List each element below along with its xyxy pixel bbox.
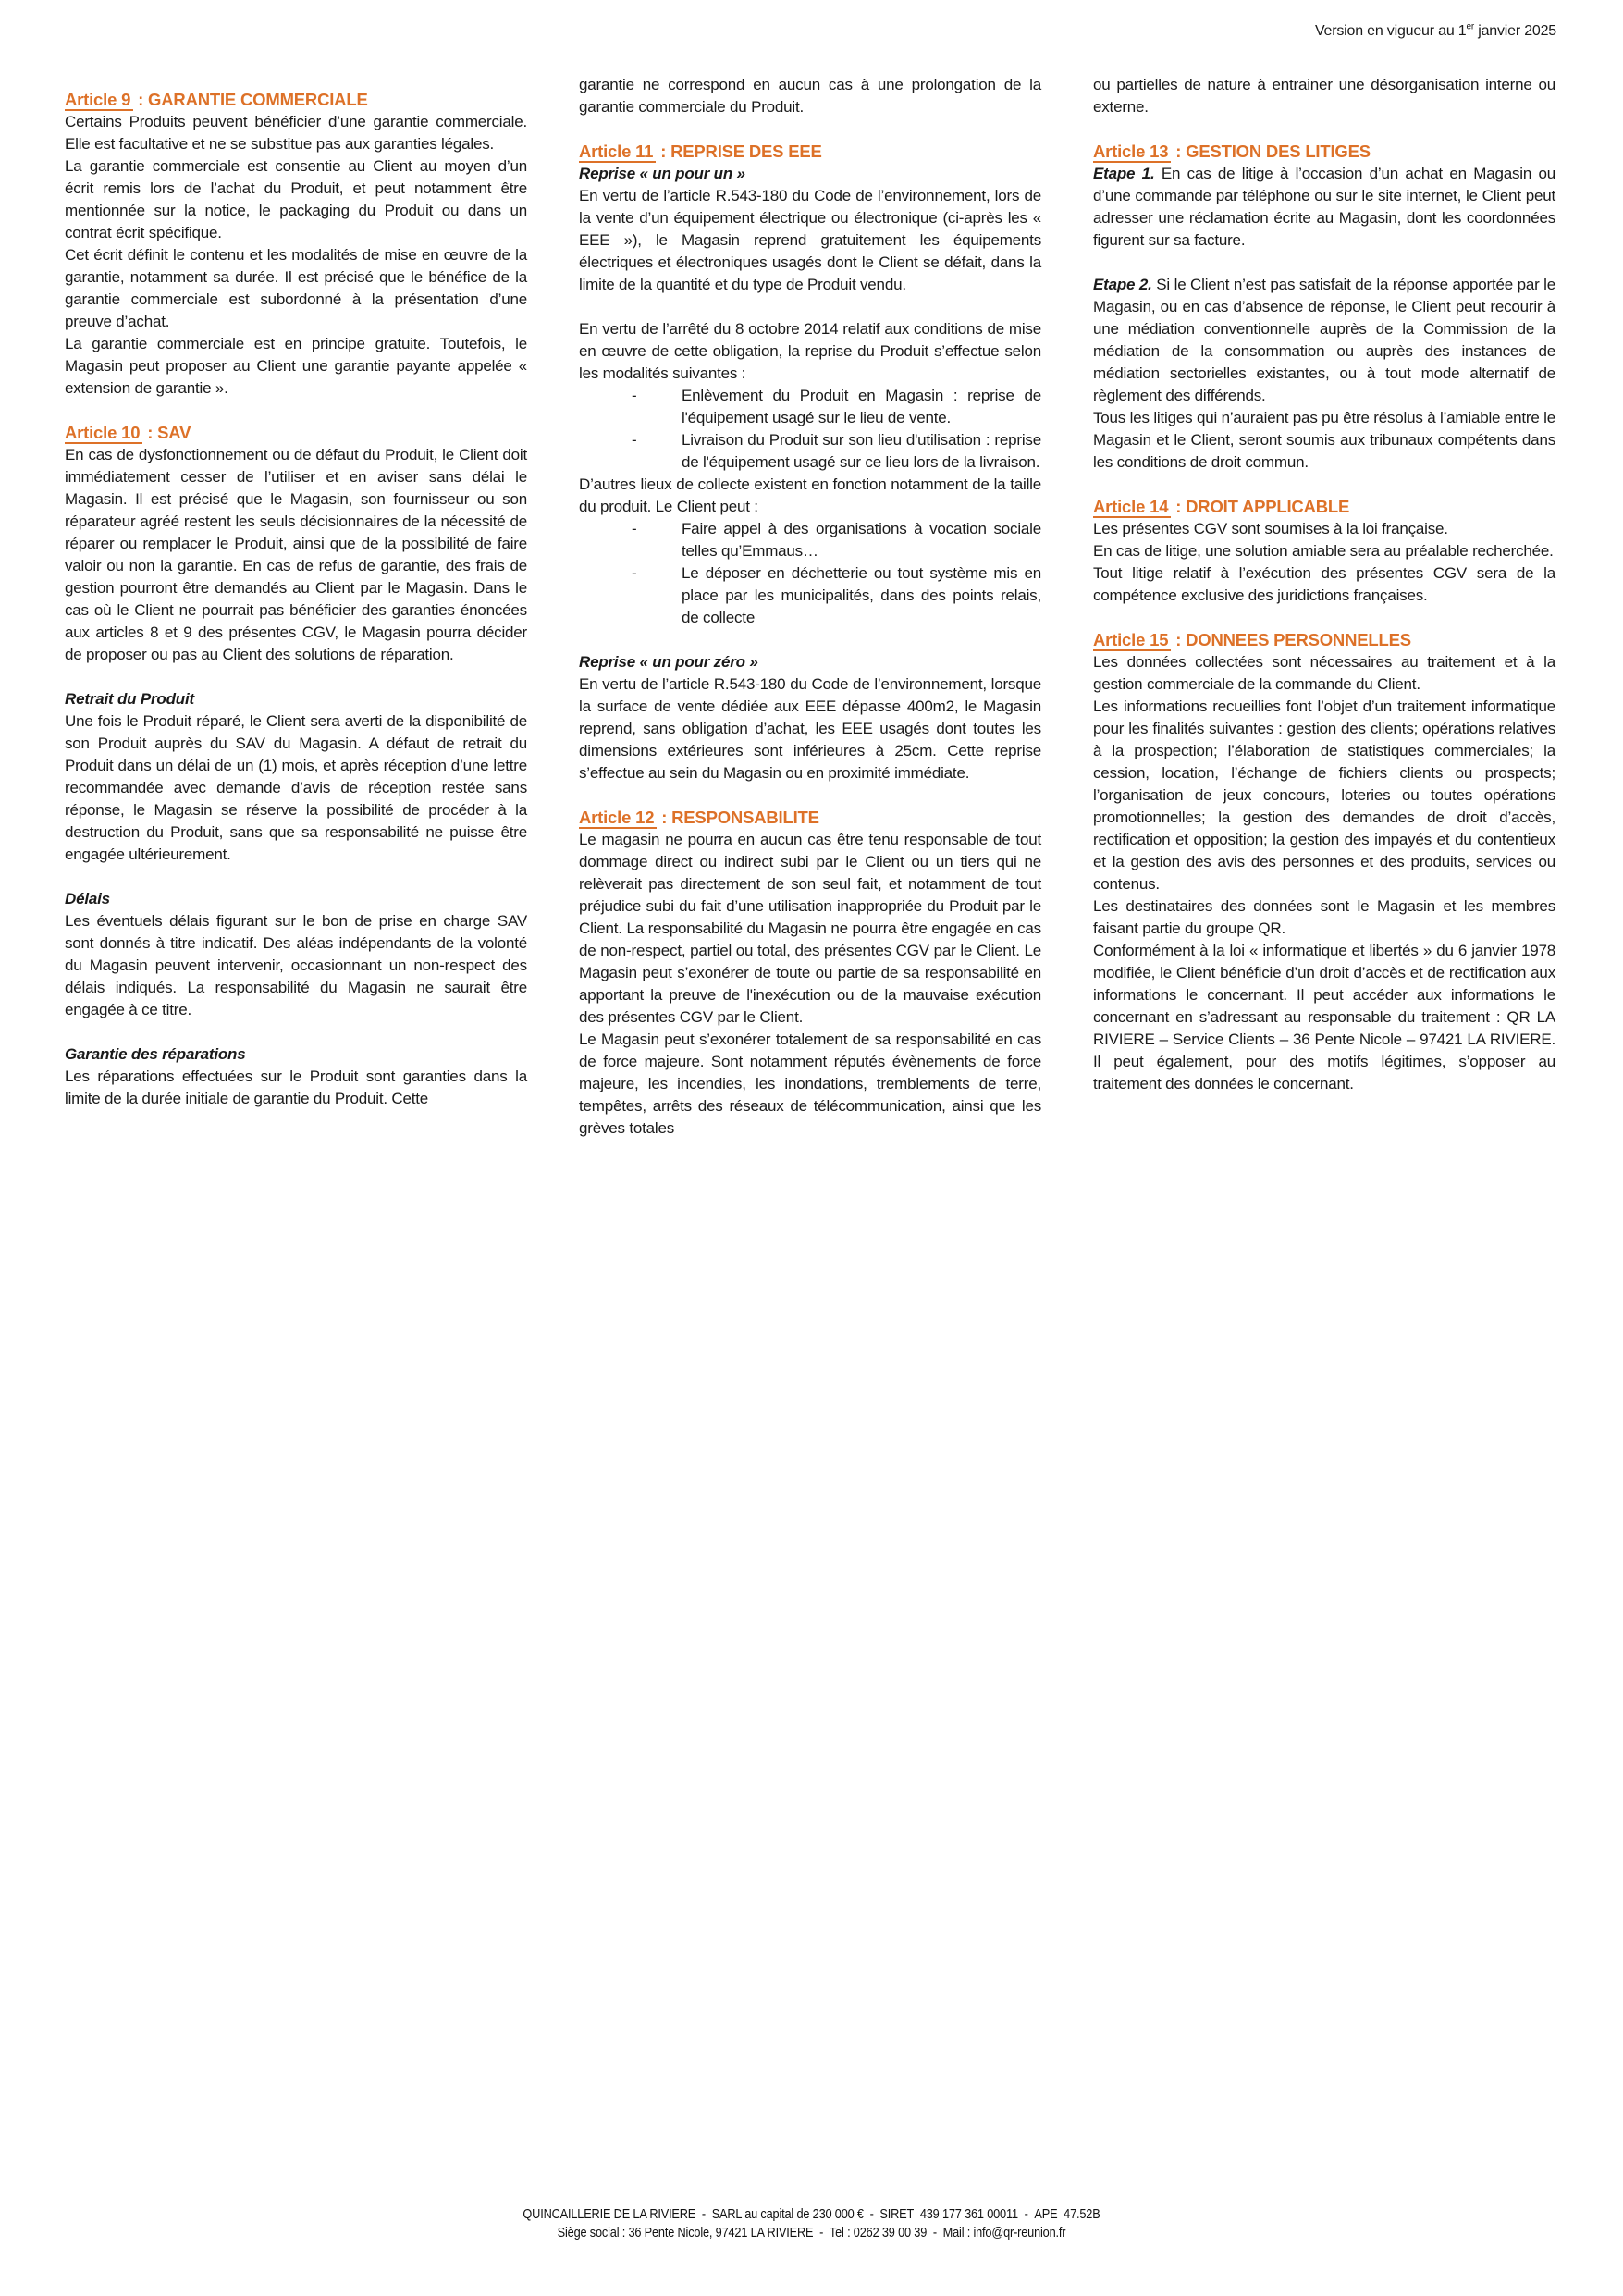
spacer [1093, 118, 1555, 141]
paragraph: Cet écrit définit le contenu et les modalités de mise en œuvre de la garantie, notamment sa durée. Il est précisé que le bénéfice de la garantie commerciale est subordonné à la présentation d’une preuve d’achat. [65, 246, 527, 330]
spacer [65, 400, 527, 422]
column-3 [1093, 74, 1555, 1095]
paragraph-lead: Etape 2. [1093, 276, 1152, 293]
paragraph: Conformément à la loi « informatique et libertés » du 6 janvier 1978 modifiée, le Client bénéficie d’un droit d’accès et de rectification aux informations le concernant. Il peut accéder aux informations le concernant en s’adressant au responsable du traitement : QR LA RIVIERE – Service Clients – 36 Pente Nicole – 97421 LA RIVIERE. Il peut également, pour des motifs légitimes, s’opposer au traitement des données le concernant. [1093, 942, 1555, 1092]
bullet-text: Enlèvement du Produit en Magasin : reprise de l'équipement usagé sur le lieu de vente. [682, 387, 1041, 426]
paragraph: En vertu de l’article R.543-180 du Code de l’environnement, lors de la vente d’un équipement électrique ou électronique (ci-après les « EEE »), le Magasin reprend gratuitement les équipements électriques et électroniques usagés dont le Client se défait, dans la limite de la quantité et du type de Produit vendu. [579, 187, 1041, 293]
text-columns [65, 74, 1555, 1140]
article-title: : GESTION DES LITIGES [1171, 142, 1371, 161]
article-heading [1093, 141, 1555, 163]
bullet-text: Le déposer en déchetterie ou tout système mis en place par les municipalités, dans des points relais, de collecte [682, 564, 1041, 626]
dash-bullet: - [632, 431, 637, 449]
article-number: Article 14 [1093, 497, 1171, 518]
spacer [65, 1021, 527, 1043]
article-number: Article 15 [1093, 630, 1171, 651]
version-header [1315, 22, 1556, 41]
spacer [1093, 607, 1555, 629]
footer-address-line: Siège social : 36 Pente Nicole, 97421 LA RIVIERE - Tel : 0262 39 00 39 - Mail : info@qr-reunion.fr [557, 2226, 1066, 2240]
paragraph: Etape 1. En cas de litige à l’occasion d’un achat en Magasin ou d’une commande par téléphone ou sur le site internet, le Client peut adresser une réclamation écrite au Magasin, dont les coordonnées figurent sur sa facture. [1093, 165, 1555, 249]
bullet-list [579, 518, 1041, 629]
bullet-text: Faire appel à des organisations à vocation sociale telles qu’Emmaus… [682, 520, 1041, 560]
column-1 [65, 74, 527, 1110]
spacer [1093, 252, 1555, 274]
dash-bullet: - [632, 387, 637, 404]
article-heading [579, 141, 1041, 163]
section-subheading: Délais [65, 890, 110, 907]
spacer [579, 296, 1041, 318]
article-title: : DONNEES PERSONNELLES [1171, 630, 1411, 649]
article-number: Article 13 [1093, 142, 1171, 163]
article-number: Article 9 [65, 90, 133, 111]
article-title: : RESPONSABILITE [657, 808, 819, 827]
paragraph: D’autres lieux de collecte existent en fonction notamment de la taille du produit. Le Client peut : [579, 475, 1041, 515]
paragraph-lead: Etape 1. [1093, 165, 1155, 182]
bullet-text: Livraison du Produit sur son lieu d'utilisation : reprise de l'équipement usagé sur ce lieu lors de la livraison. [682, 431, 1041, 471]
article-heading [65, 89, 527, 111]
article-title: : GARANTIE COMMERCIALE [133, 90, 368, 109]
paragraph: Etape 2. Si le Client n’est pas satisfait de la réponse apportée par le Magasin, ou en cas d’absence de réponse, le Client peut recourir à une médiation conventionnelle auprès de la Commission de la médiation de la consommation ou auprès des instances de médiation sectorielles existantes, ou à tout mode alternatif de règlement des différends. [1093, 276, 1555, 404]
article-number: Article 10 [65, 423, 142, 444]
spacer [579, 629, 1041, 651]
paragraph: Les présentes CGV sont soumises à la loi française. [1093, 520, 1448, 537]
paragraph: Les informations recueillies font l’objet d’un traitement informatique pour les finalités suivantes : gestion des clients; opérations relatives à la prospection; l’élaboration de statistiques commerciales; la cession, location, l’échange de fichiers clients ou prospects; l’organisation de jeux concours, loteries ou toutes opérations promotionnelles; la gestion des demandes de droit d’accès, rectification et opposition; la gestion des impayés et du contentieux et la gestion des avis des personnes et des produits, services ou contenus. [1093, 697, 1555, 893]
footer-company-line: QUINCAILLERIE DE LA RIVIERE - SARL au capital de 230 000 € - SIRET 439 177 361 00011 - APE 47.52B [523, 2207, 1100, 2222]
article-heading [579, 807, 1041, 829]
section-subheading: Garantie des réparations [65, 1045, 246, 1063]
bullet-item [579, 385, 1041, 429]
dash-bullet: - [632, 564, 637, 582]
spacer [579, 118, 1041, 141]
paragraph: Tout litige relatif à l’exécution des présentes CGV sera de la compétence exclusive des juridictions françaises. [1093, 564, 1555, 604]
section-subheading: Reprise « un pour zéro » [579, 653, 758, 671]
paragraph: Une fois le Produit réparé, le Client sera averti de la disponibilité de son Produit auprès du SAV du Magasin. A défaut de retrait du Produit dans un délai de un (1) mois, et après réception d’une lettre recommandée avec demande d’avis de réception restée sans réponse, le Magasin se réserve la possibilité de procéder à la destruction du Produit, sans que sa responsabilité ne puisse être engagée ultérieurement. [65, 712, 527, 863]
article-heading [1093, 629, 1555, 651]
paragraph: ou partielles de nature à entrainer une désorganisation interne ou externe. [1093, 76, 1555, 116]
spacer [65, 74, 527, 89]
article-title: : REPRISE DES EEE [656, 142, 822, 161]
paragraph: En vertu de l’article R.543-180 du Code de l’environnement, lorsque la surface de vente dédiée aux EEE dépasse 400m2, le Magasin reprend, sans obligation d’achat, les EEE usagés dont toutes les dimensions extérieures sont inférieures à 25cm. Cette reprise s’effectue au sein du Magasin ou en proximité immédiate. [579, 675, 1041, 782]
version-superscript: er [1466, 21, 1474, 32]
paragraph: En vertu de l’arrêté du 8 octobre 2014 relatif aux conditions de mise en œuvre de cette obligation, la reprise du Produit s’effectue selon les modalités suivantes : [579, 320, 1041, 382]
paragraph: Les éventuels délais figurant sur le bon de prise en charge SAV sont donnés à titre indicatif. Des aléas indépendants de la volonté du Magasin peuvent intervenir, occasionnant un non-respect des délais indiqués. La responsabilité du Magasin ne saurait être engagée à ce titre. [65, 912, 527, 1018]
section-subheading: Reprise « un pour un » [579, 165, 745, 182]
bullet-item [579, 518, 1041, 562]
paragraph: Les réparations effectuées sur le Produit sont garanties dans la limite de la durée initiale de garantie du Produit. Cette [65, 1068, 527, 1107]
version-text-suffix: janvier 2025 [1473, 23, 1556, 39]
spacer [1093, 474, 1555, 496]
paragraph: Le magasin ne pourra en aucun cas être tenu responsable de tout dommage direct ou indirect subi par le Client ou un tiers qui ne relèverait pas directement de son seul fait, et notamment de tout préjudice subi du fait d’une utilisation inappropriée du Produit par le Client. La responsabilité du Magasin ne pourra être engagée en cas de non-respect, partiel ou total, des présentes CGV par le Client. Le Magasin peut s’exonérer de toute ou partie de sa responsabilité en apportant la preuve de l'inexécution ou de la mauvaise exécution des présentes CGV par le Client. [579, 831, 1041, 1026]
paragraph: Tous les litiges qui n’auraient pas pu être résolus à l’amiable entre le Magasin et le Client, seront soumis aux tribunaux compétents dans les conditions de droit commun. [1093, 409, 1555, 471]
dash-bullet: - [632, 520, 637, 537]
section-subheading: Retrait du Produit [65, 690, 194, 708]
spacer [579, 784, 1041, 807]
article-number: Article 12 [579, 808, 657, 829]
paragraph: En cas de dysfonctionnement ou de défaut du Produit, le Client doit immédiatement cesser de l’utiliser et en aviser sans délai le Magasin. Il est précisé que le Magasin, son fournisseur ou son réparateur agréé restent les seuls décisionnaires de la nécessité de réparer ou remplacer le Produit, ainsi que de la possibilité de faire valoir ou non la garantie. En cas de refus de garantie, des frais de gestion pourront être demandés au Client par le Magasin. Dans le cas où le Client ne pourrait pas bénéficier des garanties énoncées aux articles 8 et 9 des présentes CGV, le Magasin pourra décider de proposer ou pas au Client des solutions de réparation. [65, 446, 527, 663]
bullet-item [579, 429, 1041, 474]
paragraph: En cas de litige, une solution amiable sera au préalable recherchée. [1093, 542, 1554, 560]
bullet-list [579, 385, 1041, 474]
article-title: : SAV [142, 423, 191, 442]
paragraph: Les destinataires des données sont le Magasin et les membres faisant partie du groupe QR. [1093, 897, 1555, 937]
page-footer [97, 2205, 1525, 2242]
article-heading [1093, 496, 1555, 518]
paragraph: Le Magasin peut s’exonérer totalement de sa responsabilité en cas de force majeure. Sont notamment réputés évènements de force majeure, les incendies, les inondations, tremblements de terre, tempêtes, arrêts des réseaux de télécommunication, ainsi que les grèves totales [579, 1031, 1041, 1137]
spacer [65, 666, 527, 688]
column-2 [579, 74, 1041, 1140]
paragraph: Certains Produits peuvent bénéficier d’une garantie commerciale. Elle est facultative et ne se substitue pas aux garanties légales. [65, 113, 527, 153]
paragraph: La garantie commerciale est consentie au Client au moyen d’un écrit remis lors de l’achat du Produit, et peut notamment être mentionnée sur la notice, le packaging du Produit ou dans un contrat écrit spécifique. [65, 157, 527, 241]
spacer [65, 866, 527, 888]
article-number: Article 11 [579, 142, 656, 163]
bullet-item [579, 562, 1041, 629]
version-text-prefix: Version en vigueur au 1 [1314, 23, 1467, 39]
article-title: : DROIT APPLICABLE [1171, 497, 1350, 516]
paragraph: La garantie commerciale est en principe gratuite. Toutefois, le Magasin peut proposer au Client une garantie payante appelée « extension de garantie ». [65, 335, 527, 397]
article-heading [65, 422, 527, 444]
paragraph: Les données collectées sont nécessaires au traitement et à la gestion commerciale de la commande du Client. [1093, 653, 1555, 693]
paragraph: garantie ne correspond en aucun cas à une prolongation de la garantie commerciale du Produit. [579, 76, 1041, 116]
